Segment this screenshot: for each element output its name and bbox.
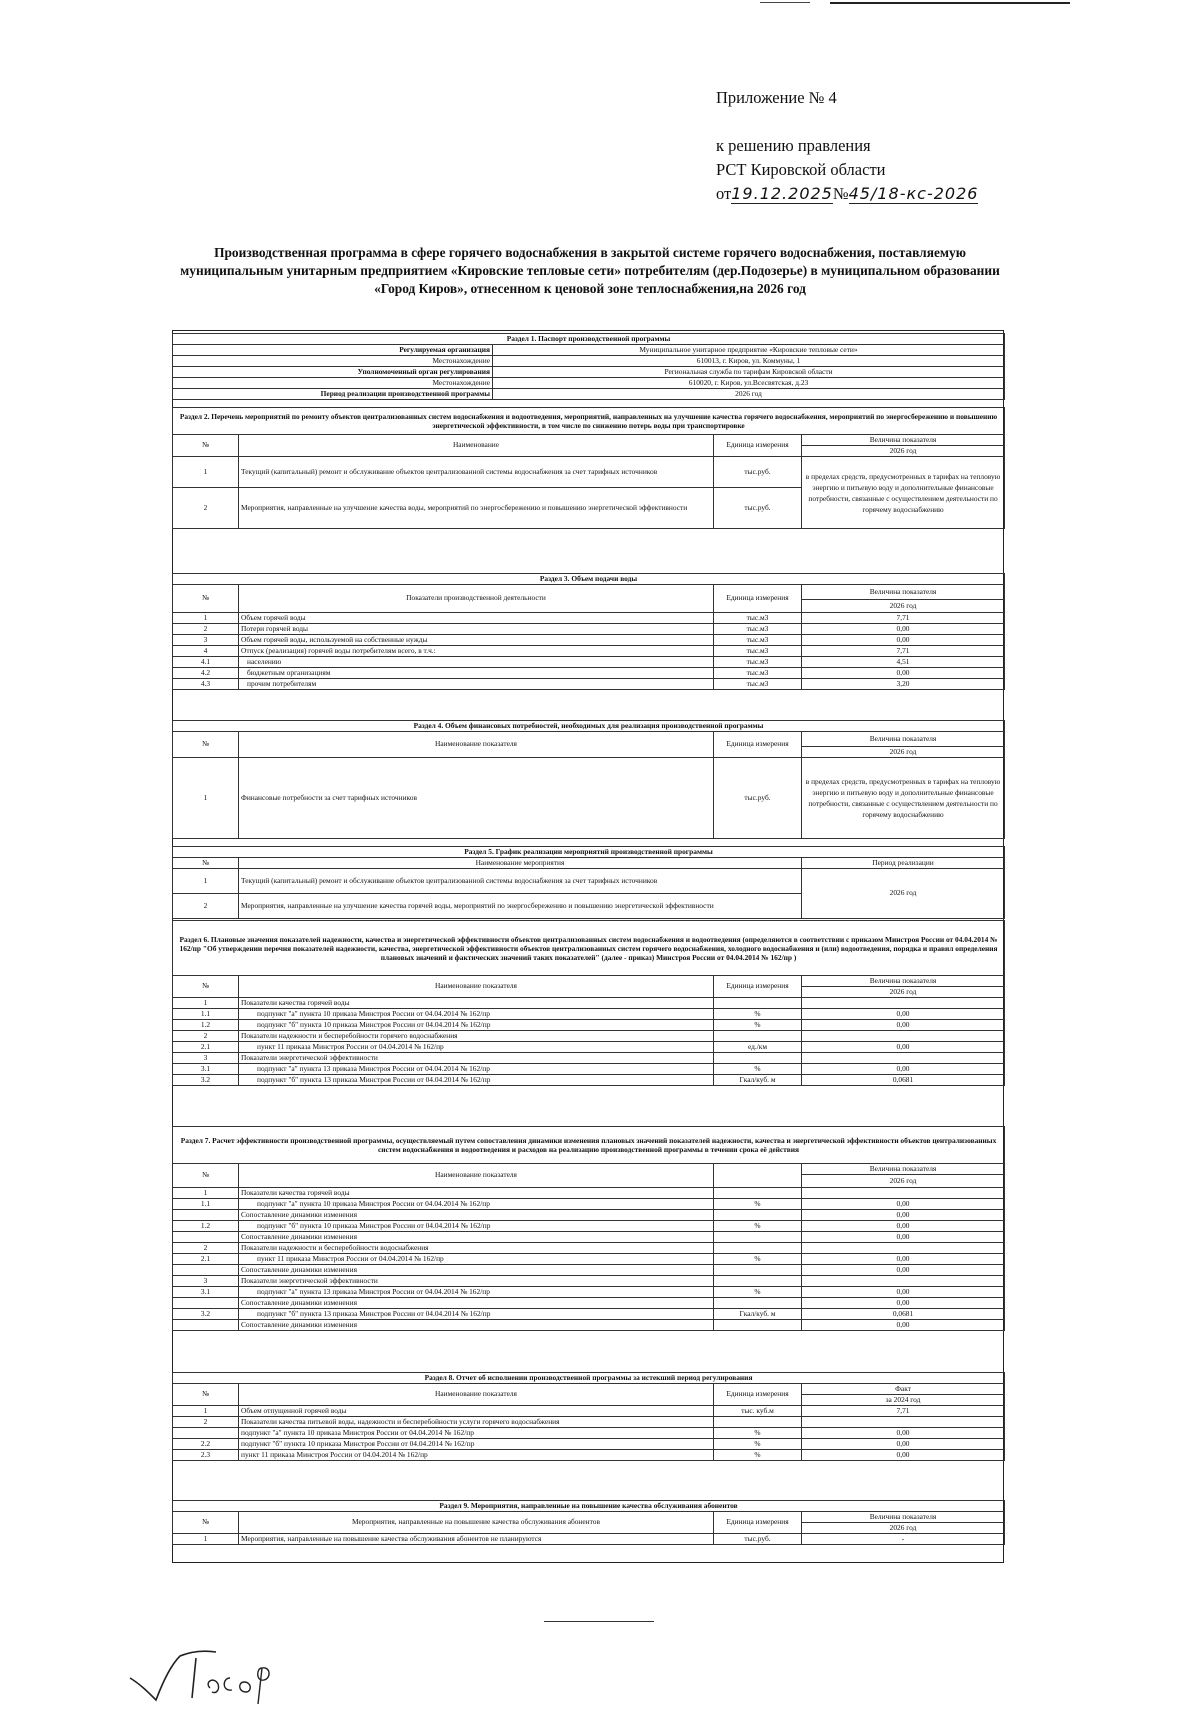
header-value: Величина показателя xyxy=(802,1164,1005,1175)
row-unit: ед./км xyxy=(714,1042,802,1053)
row-unit xyxy=(714,1298,802,1309)
row-no: 4.3 xyxy=(173,679,239,690)
row-unit xyxy=(714,998,802,1009)
row-value: 0,00 xyxy=(802,1320,1005,1331)
header-fact: Факт xyxy=(802,1384,1005,1395)
row-no: 1 xyxy=(173,1534,239,1545)
row-name: бюджетным организациям xyxy=(239,668,714,679)
row-value xyxy=(802,1276,1005,1287)
section-3-table xyxy=(172,573,1005,690)
row-unit: % xyxy=(714,1221,802,1232)
row-unit xyxy=(714,1053,802,1064)
header-name: Мероприятия, направленные на повышение качества обслуживания абонентов xyxy=(239,1512,714,1534)
row-no: 2.3 xyxy=(173,1450,239,1461)
passport-value: 2026 год xyxy=(493,389,1005,400)
row-no: 3 xyxy=(173,1276,239,1287)
row-unit: тыс.руб. xyxy=(714,457,802,488)
row-unit: тыс.руб. xyxy=(714,488,802,529)
row-no: 3.2 xyxy=(173,1309,239,1320)
row-no: 1.1 xyxy=(173,1199,239,1210)
header-value: Величина показателя xyxy=(802,585,1005,600)
row-name: Мероприятия, направленные на улучшение качества воды, мероприятий по энергосбережению и повышению энергетической эффективности xyxy=(239,488,714,529)
row-name: подпункт "б" пункта 10 приказа Минстроя России от 04.04.2014 № 162/пр xyxy=(239,1439,714,1450)
header-year: 2026 год xyxy=(802,1523,1005,1534)
row-unit: Гкал/куб. м xyxy=(714,1309,802,1320)
row-no: 1 xyxy=(173,613,239,624)
header-no: № xyxy=(173,1384,239,1406)
row-name: населению xyxy=(239,657,714,668)
passport-value: 610013, г. Киров, ул. Коммуны, 1 xyxy=(493,356,1005,367)
section-9-title: Раздел 9. Мероприятия, направленные на повышение качества обслуживания абонентов xyxy=(173,1501,1005,1512)
row-name: Текущий (капитальный) ремонт и обслуживание объектов централизованной системы водоснабжения за счет тарифных источников xyxy=(239,457,714,488)
row-value: 0,00 xyxy=(802,635,1005,646)
header-name: Наименование показателя xyxy=(239,1384,714,1406)
header-unit: Единица измерения xyxy=(714,1384,802,1406)
passport-label: Местонахождение xyxy=(173,356,493,367)
row-unit xyxy=(714,1188,802,1199)
row-value xyxy=(802,1417,1005,1428)
header-period: Период реализации xyxy=(802,858,1005,869)
row-value xyxy=(802,1031,1005,1042)
row-no: 2.1 xyxy=(173,1254,239,1265)
header-unit: Единица измерения xyxy=(714,585,802,613)
row-no: 4.2 xyxy=(173,668,239,679)
row-unit: тыс.руб. xyxy=(714,1534,802,1545)
header-year: 2026 год xyxy=(802,987,1005,998)
row-no: 1 xyxy=(173,1406,239,1417)
row-name: Показатели надежности и бесперебойности водоснабжения xyxy=(239,1243,714,1254)
row-value: 0,00 xyxy=(802,1254,1005,1265)
row-no: 2 xyxy=(173,1243,239,1254)
row-no: 1.2 xyxy=(173,1221,239,1232)
header-no: № xyxy=(173,435,239,457)
row-name: подпункт "б" пункта 10 приказа Минстроя России от 04.04.2014 № 162/пр xyxy=(239,1020,714,1031)
row-unit: % xyxy=(714,1020,802,1031)
header-name: Наименование xyxy=(239,435,714,457)
scan-edge-mark xyxy=(830,2,1070,4)
row-value: 0,00 xyxy=(802,1298,1005,1309)
annex-title: Приложение № 4 xyxy=(716,88,837,107)
row-value: 0,00 xyxy=(802,1210,1005,1221)
section-7-table xyxy=(172,1126,1005,1331)
section-1-table xyxy=(172,333,1005,400)
row-unit: тыс. куб.м xyxy=(714,1406,802,1417)
row-value: 7,71 xyxy=(802,613,1005,624)
handwritten-signature xyxy=(126,1648,296,1708)
passport-value: Региональная служба по тарифам Кировской области xyxy=(493,367,1005,378)
section-4-table xyxy=(172,720,1005,839)
row-name: подпункт "а" пункта 10 приказа Минстроя России от 04.04.2014 № 162/пр xyxy=(239,1428,714,1439)
row-no: 2 xyxy=(173,488,239,529)
row-name: пункт 11 приказа Минстроя России от 04.04.2014 № 162/пр xyxy=(239,1254,714,1265)
header-no: № xyxy=(173,732,239,758)
row-unit: тыс.м3 xyxy=(714,613,802,624)
row-unit: % xyxy=(714,1439,802,1450)
row-value: 0,00 xyxy=(802,1450,1005,1461)
passport-label: Уполномоченный орган регулирования xyxy=(173,367,493,378)
row-value: 3,20 xyxy=(802,679,1005,690)
row-unit xyxy=(714,1417,802,1428)
row-name: прочим потребителям xyxy=(239,679,714,690)
row-no: 3 xyxy=(173,635,239,646)
section-6-title: Раздел 6. Плановые значения показателей надежности, качества и энергетической эффективности объектов централизованных систем водоснабжения и водоотведения (определяются в соответствии с приказом Минстроя России от 04.04.2014 № 162/пр "Об утверждении перечня показателей надежности, качества, энергетической эффективности объектов централизованных систем горячего водоснабжения, холодного водоснабжения и (или) водоотведения, порядка и правил определения плановых значений и фактических значений таких показателей" (далее - приказ) Минстроя России от 04.04.2014 № 162/пр ) xyxy=(173,921,1005,976)
row-value: 0,00 xyxy=(802,624,1005,635)
row-name: подпункт "б" пункта 13 приказа Минстроя России от 04.04.2014 № 162/пр xyxy=(239,1309,714,1320)
row-no: 1 xyxy=(173,998,239,1009)
row-value xyxy=(802,998,1005,1009)
row-name: Сопоставление динамики изменения xyxy=(239,1210,714,1221)
header-unit-empty xyxy=(714,1164,802,1188)
row-no xyxy=(173,1265,239,1276)
section-8-table xyxy=(172,1372,1005,1461)
row-name: Показатели качества горячей воды xyxy=(239,998,714,1009)
header-no: № xyxy=(173,585,239,613)
row-no: 2.2 xyxy=(173,1439,239,1450)
row-no: 1 xyxy=(173,869,239,894)
header-year: 2026 год xyxy=(802,600,1005,613)
row-name: Объем горячей воды, используемой на собственные нужды xyxy=(239,635,714,646)
row-no xyxy=(173,1232,239,1243)
row-name: Финансовые потребности за счет тарифных источников xyxy=(239,758,714,839)
row-name: Показатели энергетической эффективности xyxy=(239,1053,714,1064)
row-value: 0,00 xyxy=(802,1428,1005,1439)
annex-line-1: к решению правления xyxy=(716,136,871,155)
annex-date-line xyxy=(716,182,1136,206)
header-year: 2026 год xyxy=(802,747,1005,758)
row-name: Сопоставление динамики изменения xyxy=(239,1265,714,1276)
row-value: 0,00 xyxy=(802,1020,1005,1031)
row-no: 2 xyxy=(173,894,239,919)
header-unit: Единица измерения xyxy=(714,435,802,457)
row-value: 0,0681 xyxy=(802,1075,1005,1086)
row-no: 1 xyxy=(173,457,239,488)
header-value: Величина показателя xyxy=(802,732,1005,747)
row-unit: % xyxy=(714,1199,802,1210)
document-title: Производственная программа в сфере горячего водоснабжения в закрытой системе горячего водоснабжения, поставляемую муниципальным унитарным предприятием «Кировские тепловые сети» потребителям (дер.Подозерье) в муниципальном образовании «Город Киров», отнесенном к ценовой зоне теплоснабжения,на 2026 год xyxy=(180,245,1000,296)
section-7-title: Раздел 7. Расчет эффективности производственной программы, осуществляемый путем сопоставления динамики изменения плановых значений показателей надежности, качества и энергетической эффективности объектов централизованных систем водоснабжения и водоотведения и расходов на реализацию производственной программы в течении срока её действия xyxy=(173,1127,1005,1164)
row-value xyxy=(802,1053,1005,1064)
row-no: 2.1 xyxy=(173,1042,239,1053)
row-no: 3.1 xyxy=(173,1064,239,1075)
section-3-title: Раздел 3. Объем подачи воды xyxy=(173,574,1005,585)
row-value: - xyxy=(802,1534,1005,1545)
row-name: подпункт "б" пункта 13 приказа Минстроя России от 04.04.2014 № 162/пр xyxy=(239,1075,714,1086)
header-unit: Единица измерения xyxy=(714,976,802,998)
header-year: 2026 год xyxy=(802,1175,1005,1188)
row-name: Объем отпущенной горячей воды xyxy=(239,1406,714,1417)
row-value: 0,00 xyxy=(802,1009,1005,1020)
row-name: Текущий (капитальный) ремонт и обслуживание объектов централизованной системы водоснабжения за счет тарифных источников xyxy=(239,869,802,894)
row-unit: тыс.м3 xyxy=(714,635,802,646)
row-value: 0,00 xyxy=(802,1232,1005,1243)
row-value: 7,71 xyxy=(802,1406,1005,1417)
row-unit: % xyxy=(714,1009,802,1020)
row-no xyxy=(173,1210,239,1221)
header-name: Наименование мероприятия xyxy=(239,858,802,869)
passport-value: 610020, г. Киров, ул.Всесвятская, д.23 xyxy=(493,378,1005,389)
header-unit: Единица измерения xyxy=(714,1512,802,1534)
section-1-title: Раздел 1. Паспорт производственной программы xyxy=(173,334,1005,345)
header-name: Наименование показателя xyxy=(239,732,714,758)
row-value: 0,00 xyxy=(802,1287,1005,1298)
row-unit: тыс.м3 xyxy=(714,679,802,690)
section-4-title: Раздел 4. Объем финансовых потребностей, необходимых для реализация производственной программы xyxy=(173,721,1005,732)
section-2-table xyxy=(172,407,1005,529)
header-no: № xyxy=(173,976,239,998)
row-value: 0,00 xyxy=(802,1199,1005,1210)
row-unit xyxy=(714,1265,802,1276)
number-prefix: № xyxy=(832,184,849,203)
row-value-merged: в пределах средств, предусмотренных в тарифах на тепловую энергию и питьевую воду и дополнительные финансовые потребности, связанные с осуществлением деятельности по горячему водоснабжению xyxy=(802,457,1005,529)
row-unit: % xyxy=(714,1287,802,1298)
row-name: Показатели качества питьевой воды, надежности и бесперебойности услуги горячего водоснабжения xyxy=(239,1417,714,1428)
row-unit: тыс.м3 xyxy=(714,624,802,635)
row-name: подпункт "а" пункта 10 приказа Минстроя России от 04.04.2014 № 162/пр xyxy=(239,1199,714,1210)
row-name: подпункт "а" пункта 10 приказа Минстроя России от 04.04.2014 № 162/пр xyxy=(239,1009,714,1020)
scan-edge-mark xyxy=(760,2,810,3)
row-value xyxy=(802,1243,1005,1254)
header-name: Наименование показателя xyxy=(239,976,714,998)
row-value xyxy=(802,1188,1005,1199)
row-name: Мероприятия, направленные на повышение качества обслуживания абонентов не планируются xyxy=(239,1534,714,1545)
section-8-title: Раздел 8. Отчет об исполнении производственной программы за истекший период регулирования xyxy=(173,1373,1005,1384)
row-no: 3 xyxy=(173,1053,239,1064)
row-no: 1 xyxy=(173,1188,239,1199)
row-unit xyxy=(714,1320,802,1331)
row-unit: тыс.м3 xyxy=(714,646,802,657)
row-no: 4 xyxy=(173,646,239,657)
date-prefix: от xyxy=(716,184,732,203)
passport-label: Местонахождение xyxy=(173,378,493,389)
header-no: № xyxy=(173,1164,239,1188)
row-name: Отпуск (реализация) горячей воды потребителям всего, в т.ч.: xyxy=(239,646,714,657)
row-value: 0,00 xyxy=(802,1439,1005,1450)
row-unit: % xyxy=(714,1064,802,1075)
row-name: Объем горячей воды xyxy=(239,613,714,624)
row-name: Сопоставление динамики изменения xyxy=(239,1320,714,1331)
header-year: 2026 год xyxy=(802,446,1005,457)
row-value: 7,71 xyxy=(802,646,1005,657)
header-no: № xyxy=(173,1512,239,1534)
row-value: 0,00 xyxy=(802,668,1005,679)
row-no: 1 xyxy=(173,758,239,839)
row-period-merged: 2026 год xyxy=(802,869,1005,919)
row-unit xyxy=(714,1243,802,1254)
section-9-table xyxy=(172,1500,1005,1545)
row-name: пункт 11 приказа Минстроя России от 04.04.2014 № 162/пр xyxy=(239,1450,714,1461)
row-name: подпункт "а" пункта 13 приказа Минстроя России от 04.04.2014 № 162/пр xyxy=(239,1287,714,1298)
row-name: подпункт "б" пункта 10 приказа Минстроя России от 04.04.2014 № 162/пр xyxy=(239,1221,714,1232)
section-6-table xyxy=(172,920,1005,1086)
row-unit: тыс.руб. xyxy=(714,758,802,839)
row-unit: тыс.м3 xyxy=(714,668,802,679)
row-no: 4.1 xyxy=(173,657,239,668)
row-no: 2 xyxy=(173,624,239,635)
row-name: Сопоставление динамики изменения xyxy=(239,1298,714,1309)
handwritten-number: 45/18-кс-2026 xyxy=(848,184,979,203)
row-no: 2 xyxy=(173,1031,239,1042)
row-no xyxy=(173,1320,239,1331)
row-value: 0,0681 xyxy=(802,1309,1005,1320)
header-name: Показатели производственной деятельности xyxy=(239,585,714,613)
row-unit xyxy=(714,1031,802,1042)
row-value: 0,00 xyxy=(802,1221,1005,1232)
handwritten-date: 19.12.2025 xyxy=(731,184,833,203)
row-no: 1.2 xyxy=(173,1020,239,1031)
header-value: Величина показателя xyxy=(802,435,1005,446)
row-name: Показатели качества горячей воды xyxy=(239,1188,714,1199)
header-value: Величина показателя xyxy=(802,976,1005,987)
row-unit: % xyxy=(714,1254,802,1265)
header-value: Величина показателя xyxy=(802,1512,1005,1523)
row-value: 0,00 xyxy=(802,1265,1005,1276)
section-5-title: Раздел 5. График реализации мероприятий производственной программы xyxy=(173,847,1005,858)
row-unit: % xyxy=(714,1450,802,1461)
header-unit: Единица измерения xyxy=(714,732,802,758)
row-value: 0,00 xyxy=(802,1064,1005,1075)
passport-label: Регулируемая организация xyxy=(173,345,493,356)
bottom-divider xyxy=(544,1621,654,1622)
row-no xyxy=(173,1428,239,1439)
row-value: 4,51 xyxy=(802,657,1005,668)
row-no: 2 xyxy=(173,1417,239,1428)
header-name: Наименование показателя xyxy=(239,1164,714,1188)
row-unit xyxy=(714,1232,802,1243)
row-name: Показатели энергетической эффективности xyxy=(239,1276,714,1287)
row-unit: % xyxy=(714,1428,802,1439)
annex-line-2: РСТ Кировской области xyxy=(716,160,886,179)
row-value: в пределах средств, предусмотренных в тарифах на тепловую энергию и питьевую воду и дополнительные финансовые потребности, связанные с осуществлением деятельности по горячему водоснабжению xyxy=(802,758,1005,839)
row-no: 3.1 xyxy=(173,1287,239,1298)
row-name: Сопоставление динамики изменения xyxy=(239,1232,714,1243)
header-no: № xyxy=(173,858,239,869)
row-name: Потери горячей воды xyxy=(239,624,714,635)
row-unit xyxy=(714,1276,802,1287)
row-name: Мероприятия, направленные на улучшение качества горячей воды, мероприятий по энергосбережению и повышению энергетической эффективности xyxy=(239,894,802,919)
section-2-title: Раздел 2. Перечень мероприятий по ремонту объектов централизованных систем водоснабжения и водоотведения, мероприятий, направленных на улучшение качества горячего водоснабжения, мероприятий по энергосбережению и повышению энергетической эффективности, в том числе по снижению потерь воды при транспортировке xyxy=(173,408,1005,435)
passport-label: Период реализации производственной программы xyxy=(173,389,493,400)
row-name: подпункт "а" пункта 13 приказа Минстроя России от 04.04.2014 № 162/пр xyxy=(239,1064,714,1075)
row-value: 0,00 xyxy=(802,1042,1005,1053)
header-year: за 2024 год xyxy=(802,1395,1005,1406)
row-no: 1.1 xyxy=(173,1009,239,1020)
row-name: пункт 11 приказа Минстроя России от 04.04.2014 № 162/пр xyxy=(239,1042,714,1053)
row-no: 3.2 xyxy=(173,1075,239,1086)
row-unit: тыс.м3 xyxy=(714,657,802,668)
section-5-table xyxy=(172,846,1005,919)
row-unit xyxy=(714,1210,802,1221)
row-unit: Гкал/куб. м xyxy=(714,1075,802,1086)
row-name: Показатели надежности и бесперебойности горячего водоснабжения xyxy=(239,1031,714,1042)
passport-value: Муниципальное унитарное предприятие «Кировские тепловые сети» xyxy=(493,345,1005,356)
row-no xyxy=(173,1298,239,1309)
